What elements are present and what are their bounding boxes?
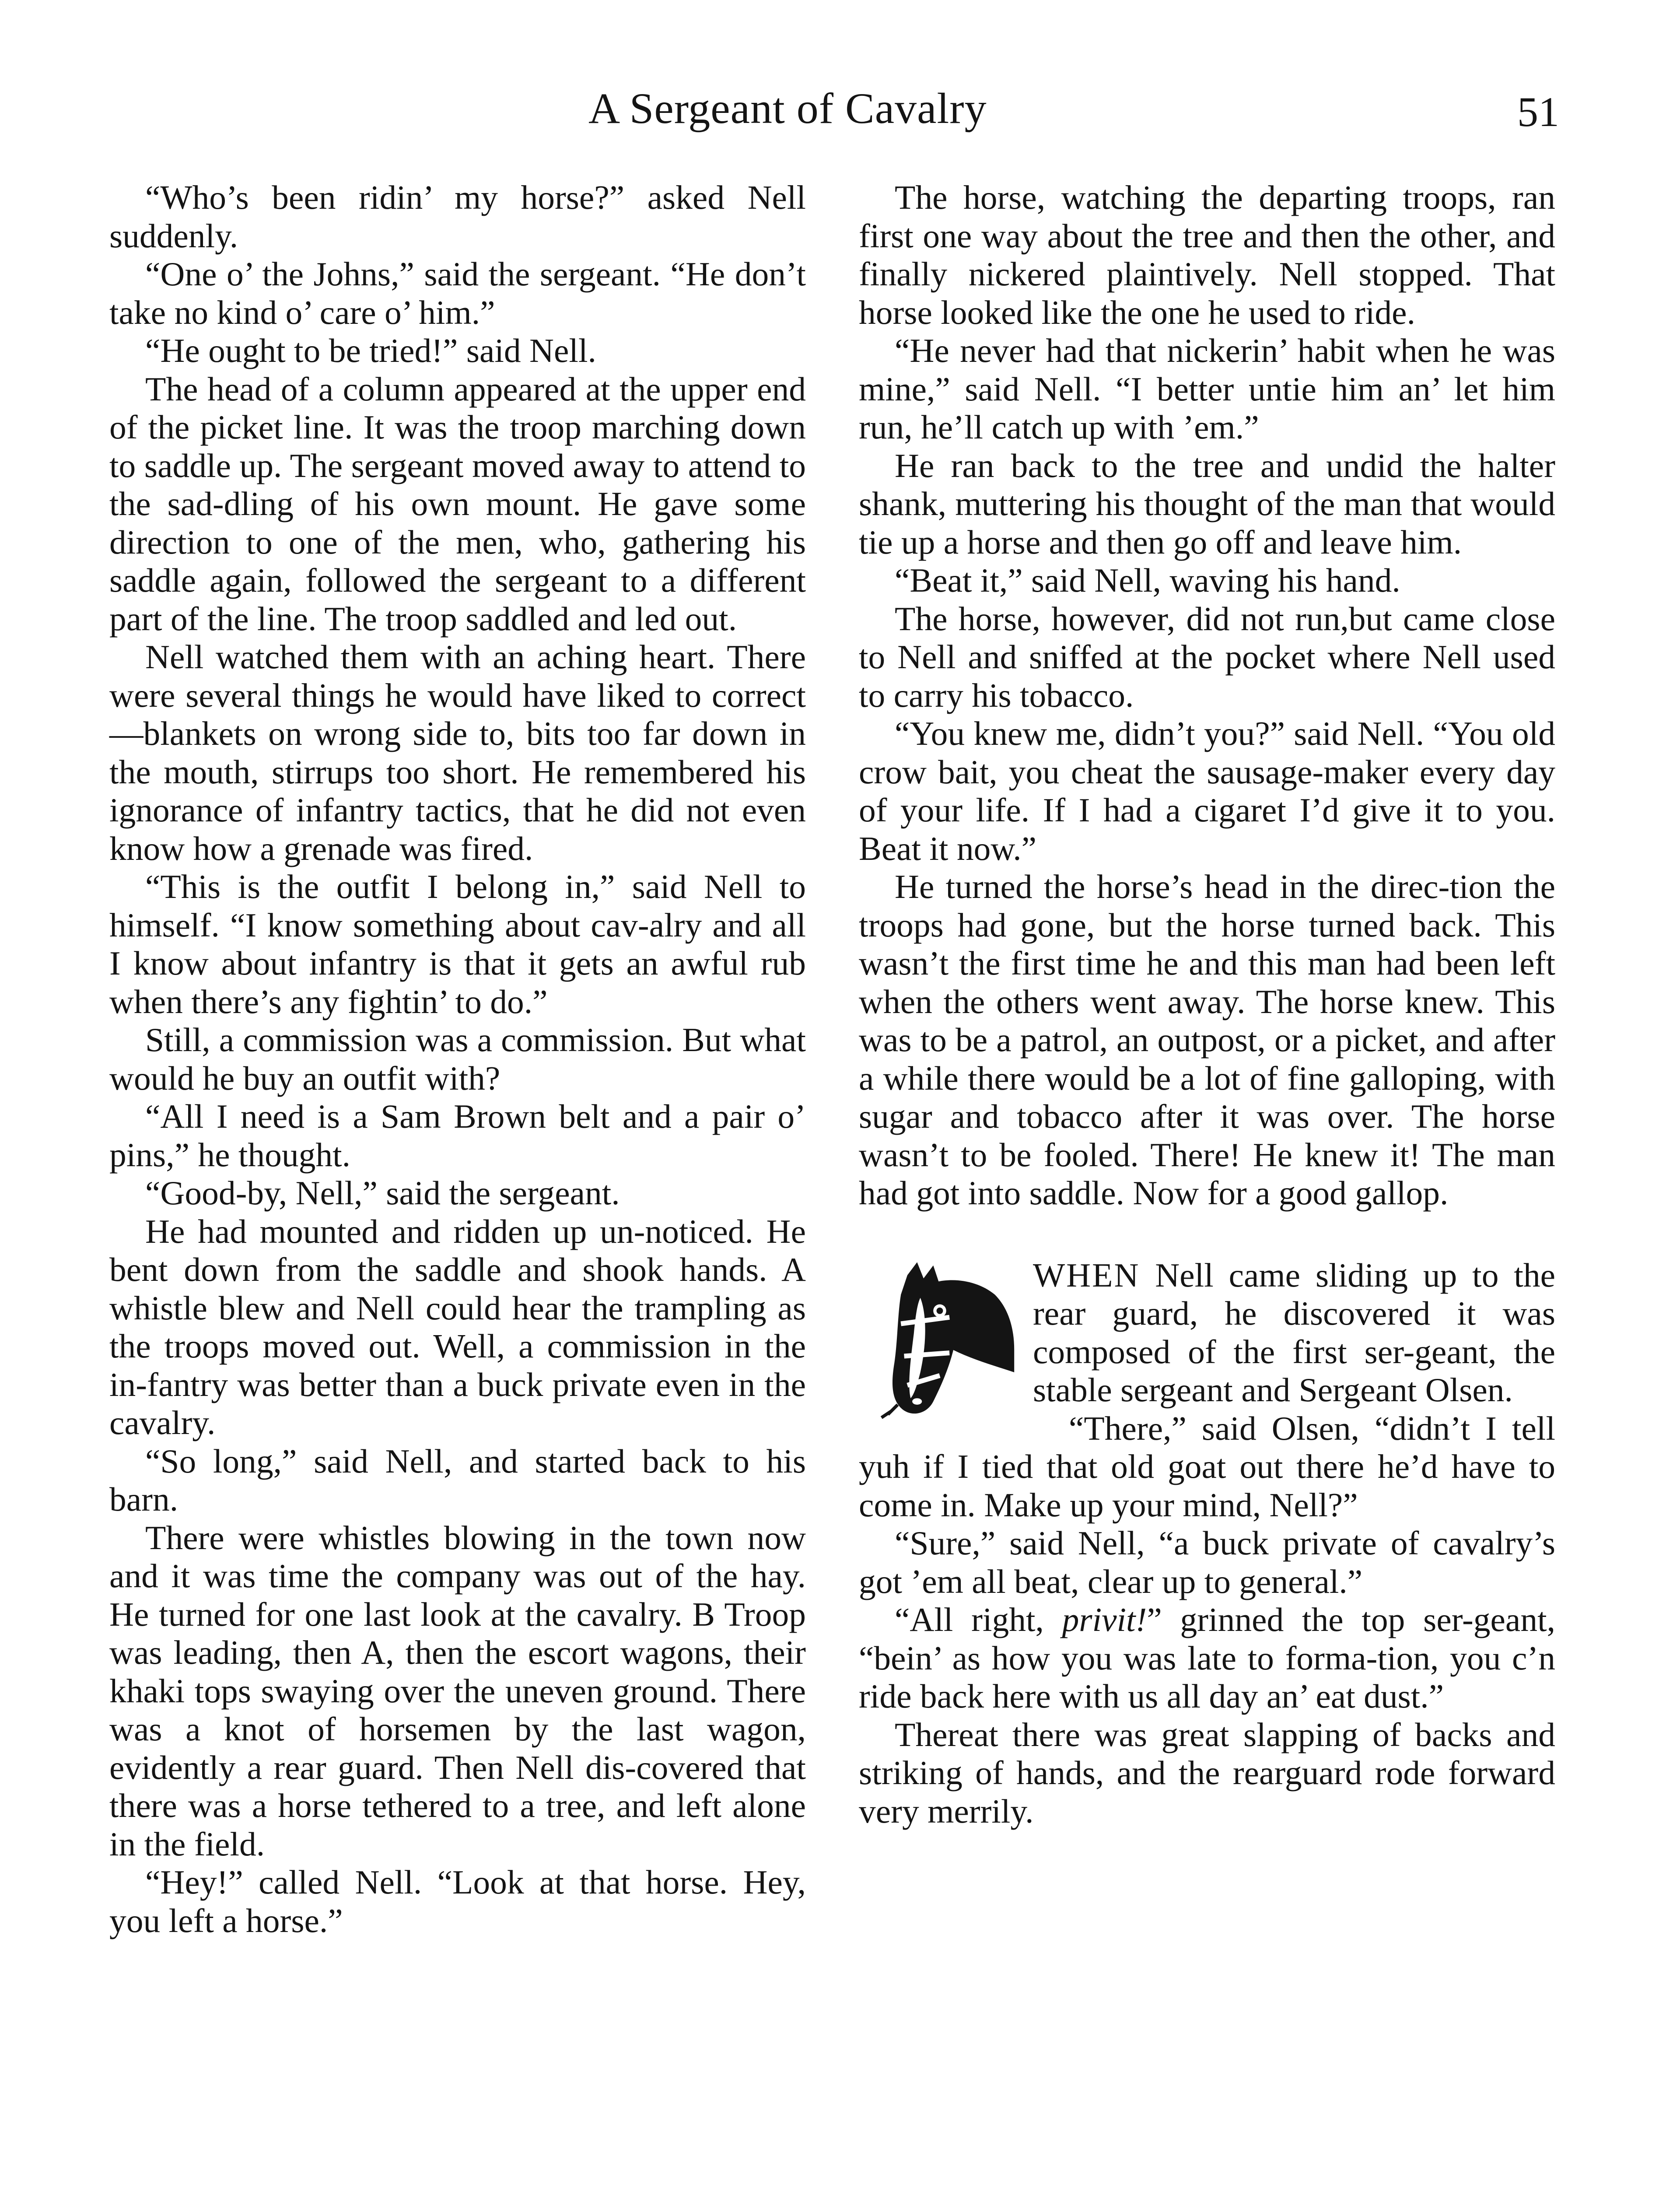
section-opening-paragraph — [859, 1256, 1555, 1410]
paragraph: He had mounted and ridden up un-noticed. He bent down from the saddle and shook hands. A whistle blew and Nell could hear the trampling as the troops moved out. Well, a commission in the in-fantry was better than a buck private even in the cavalry. — [109, 1212, 806, 1441]
paragraph: Still, a commission was a commission. But what would he buy an outfit with? — [109, 1021, 806, 1097]
paragraph: “He never had that nickerin’ habit when he was mine,” said Nell. “I better untie him an’ let him run, he’ll catch up with ’em.” — [859, 332, 1555, 446]
section-break — [859, 1213, 1555, 1256]
emphasis: privit! — [1062, 1601, 1147, 1638]
paragraph: “One o’ the Johns,” said the sergeant. “He don’t take no kind o’ care o’ him.” — [109, 255, 806, 331]
right-column — [859, 179, 1555, 1830]
paragraph: “Who’s been ridin’ my horse?” asked Nell suddenly. — [109, 179, 806, 255]
paragraph: “Beat it,” said Nell, waving his hand. — [895, 561, 1400, 599]
paragraph: He ran back to the tree and undid the halter shank, muttering his thought of the man that would tie up a horse and then go off and leave him. — [859, 446, 1555, 561]
paragraph: “All I need is a Sam Brown belt and a pair o’ pins,” he thought. — [109, 1098, 806, 1174]
paragraph — [859, 1601, 1555, 1716]
paragraph: “This is the outfit I belong in,” said Nell to himself. “I know something about cav-alry and all I know about infantry is that it gets an awful rub when there’s any fightin’ to do.” — [109, 868, 806, 1020]
lead-word: WHEN — [1033, 1256, 1140, 1294]
paragraph: The head of a column appeared at the upper end of the picket line. It was the troop marching down to saddle up. The sergeant moved away to attend to the sad-dling of his own mount. He gave some direction to one of the men, who, gathering his saddle again, followed the sergeant to a different part of the line. The troop saddled and led out. — [109, 370, 806, 638]
paragraph: “He ought to be tried!” said Nell. — [145, 332, 596, 369]
paragraph: The horse, watching the departing troops, ran first one way about the tree and then the other, and finally nickered plaintively. Nell stopped. That horse looked like the one he used to ride. — [859, 179, 1555, 331]
paragraph: He turned the horse’s head in the direc-tion the troops had gone, but the horse turned back. This wasn’t the first time he and this man had been left when the others went away. The horse knew. This was to be a patrol, an outpost, or a picket, and after a while there would be a lot of fine galloping, with sugar and tobacco after it was over. The horse wasn’t to be fooled. There! He knew it! The man had got into saddle. Now for a good gallop. — [859, 868, 1555, 1212]
paragraph: “You knew me, didn’t you?” said Nell. “You old crow bait, you cheat the sausage-maker every day of your life. If I had a cigaret I’d give it to you. Beat it now.” — [859, 715, 1555, 867]
running-title: A Sergeant of Cavalry — [588, 84, 987, 133]
left-column — [109, 179, 806, 1940]
text-run: ” grinned the top ser-geant, “bein’ as how you was late to forma-tion, you c’n ride back here with us all day an’ eat dust.” — [859, 1601, 1555, 1715]
page-number: 51 — [1517, 88, 1559, 135]
paragraph: “Sure,” said Nell, “a buck private of cavalry’s got ’em all beat, clear up to general.” — [859, 1524, 1555, 1600]
lead-text: Nell came sliding up to the rear guard, he discovered it was composed of the first ser-geant, the stable sergeant and Sergeant Olsen. — [1033, 1256, 1555, 1409]
paragraph: “So long,” said Nell, and started back to his barn. — [109, 1442, 806, 1518]
paragraph: “There,” said Olsen, “didn’t I tell yuh if I tied that old goat out there he’d have to come in. Make up your mind, Nell?” — [859, 1409, 1555, 1524]
paragraph: Thereat there was great slapping of backs and striking of hands, and the rearguard rode forward very merrily. — [859, 1715, 1555, 1830]
paragraph: “Good-by, Nell,” said the sergeant. — [145, 1174, 620, 1212]
paragraph: The horse, however, did not run,but came close to Nell and sniffed at the pocket where Nell used to carry his tobacco. — [859, 600, 1555, 714]
horse-head-drop-cap-icon — [859, 1259, 1021, 1421]
paragraph: “Hey!” called Nell. “Look at that horse. Hey, you left a horse.” — [109, 1863, 806, 1939]
text-run: “All right, — [895, 1601, 1062, 1638]
paragraph: Nell watched them with an aching heart. There were several things he would have liked to correct—blankets on wrong side to, bits too far down in the mouth, stirrups too short. He remembered his ignorance of infantry tactics, that he did not even know how a grenade was fired. — [109, 638, 806, 867]
paragraph: There were whistles blowing in the town now and it was time the company was out of the hay. He turned for one last look at the cavalry. B Troop was leading, then A, then the escort wagons, their khaki tops swaying over the uneven ground. There was a knot of horsemen by the last wagon, evidently a rear guard. Then Nell dis-covered that there was a horse tethered to a tree, and left alone in the field. — [109, 1518, 806, 1863]
